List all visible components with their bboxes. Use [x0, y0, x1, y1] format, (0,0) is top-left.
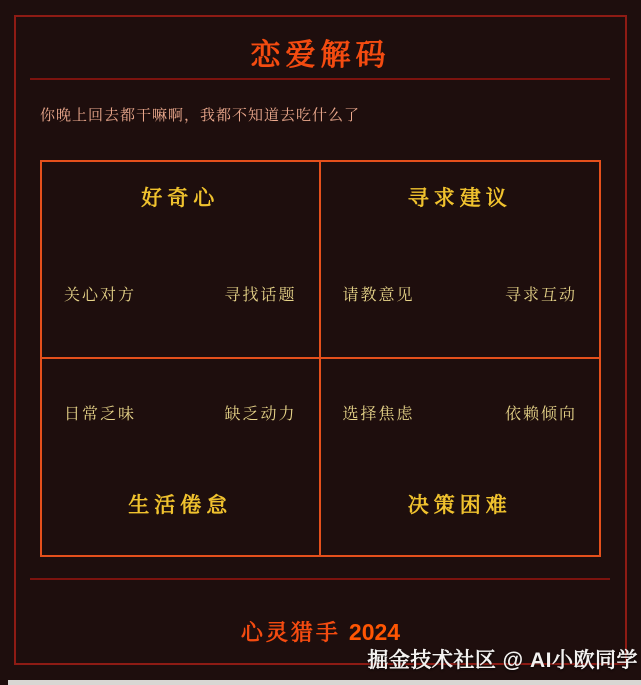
- quadrant-item: 关心对方: [64, 285, 137, 304]
- quadrant-seek-advice: [321, 162, 600, 359]
- footer-signature: [0, 616, 641, 647]
- quote-text: 你晚上回去都干嘛啊，我都不知道去吃什么了: [40, 106, 361, 124]
- quadrant-item: 请教意见: [342, 285, 415, 304]
- quadrant-item: 寻求互动: [504, 285, 577, 304]
- quadrant-item: 依赖倾向: [504, 403, 577, 423]
- watermark-text: 掘金技术社区 @ AI小欧同学: [367, 649, 638, 672]
- quadrant-decision-difficulty: [321, 359, 600, 556]
- quadrant-item: 寻找话题: [224, 285, 297, 304]
- quadrant-grid: [40, 160, 601, 557]
- quadrant-item: 选择焦虑: [342, 403, 415, 423]
- footer-divider: [30, 578, 610, 580]
- quadrant-life-burnout: [42, 359, 321, 556]
- bottom-edge-strip: [8, 680, 641, 685]
- quadrant-curiosity: [42, 162, 321, 359]
- quadrant-items: [42, 401, 319, 424]
- quadrant-item: 缺乏动力: [224, 403, 297, 423]
- quadrant-title: 寻求建议: [407, 185, 512, 210]
- footer-year: 2024: [348, 619, 401, 645]
- quadrant-items: [321, 401, 600, 424]
- page-title: 恋爱解码: [250, 38, 391, 73]
- quadrant-title: 好奇心: [141, 185, 220, 210]
- quadrant-title: 生活倦怠: [128, 492, 233, 517]
- footer-brand: 心灵猎手: [240, 620, 341, 646]
- quadrant-item: 日常乏味: [64, 403, 137, 423]
- quadrant-items: [42, 282, 319, 305]
- quadrant-title: 决策困难: [407, 492, 512, 517]
- quadrant-items: [321, 282, 600, 305]
- title-divider: [30, 78, 610, 80]
